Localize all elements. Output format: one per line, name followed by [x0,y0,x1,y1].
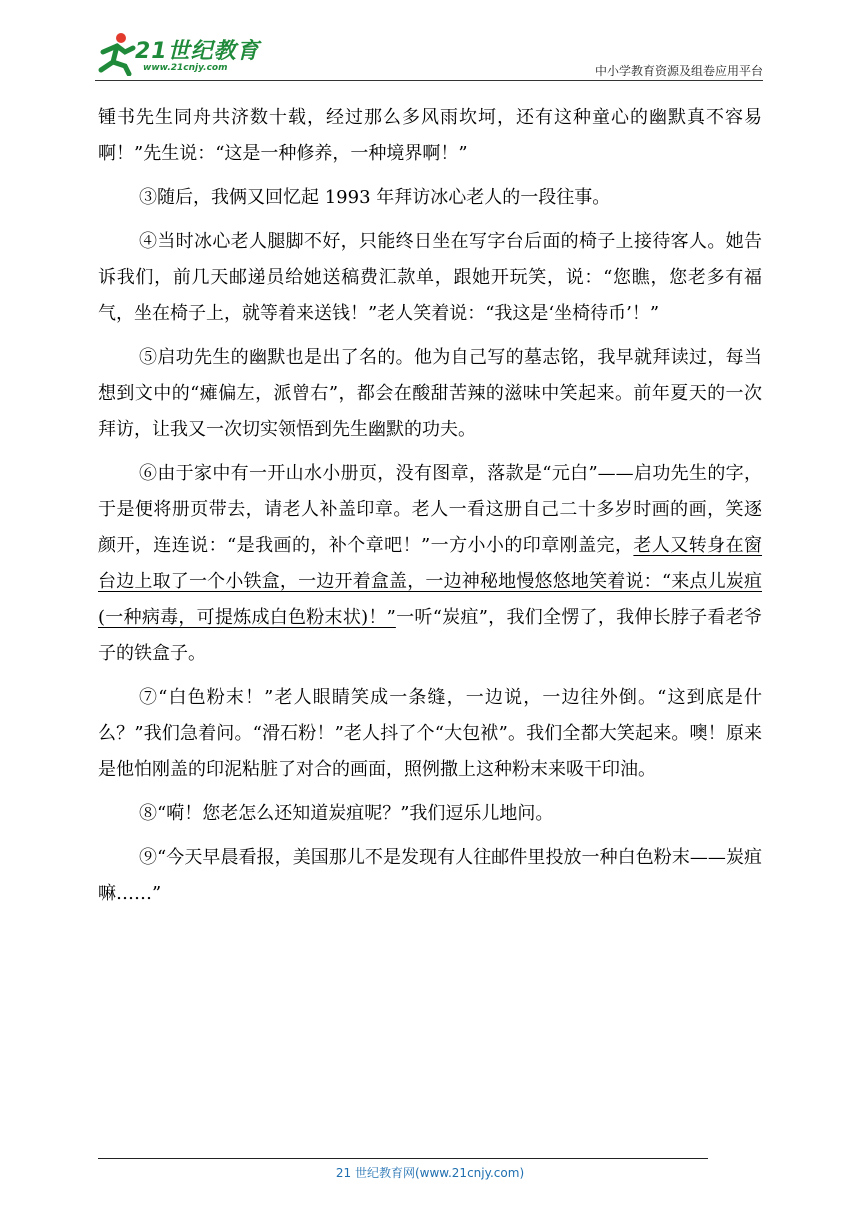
paragraph-8: ⑧“嗬！您老怎么还知道炭疽呢？”我们逗乐儿地问。 [139,803,554,824]
footer-link[interactable]: 21 世纪教育网(www.21cnjy.com) [335,1166,525,1180]
underlined-sentence: 老人又转身在窗台边上取了一个小铁盒，一边开着盒盖，一边神秘地慢悠悠地笑着说：“来点儿炭疽(一种病毒，可提炼成白色粉末状)！” [98,535,763,628]
paragraph-9: ⑨“今天早晨看报，美国那儿不是发现有人往邮件里投放一种白色粉末——炭疽嘛……” [98,847,762,904]
paragraph-5: ⑤启功先生的幽默也是出了名的。他为自己写的墓志铭，我早就拜读过，每当想到文中的“瘫偏左，派曾右”，都会在酸甜苦辣的滋味中笑起来。前年夏天的一次拜访，让我又一次切实领悟到先生幽默的功夫。 [98,347,762,440]
paragraph-6-pre: ⑥由于家中有一开山水小册页，没有图章，落款是“元白”——启功先生的字，于是便将册页带去，请老人补盖印章。老人一看这册自己二十多岁时画的画，笑逐颜开，连连说：“是我画的，补个章吧！”一方小小的印章刚盖完， [98,463,762,556]
runner-logo-icon [95,30,139,76]
paragraph-6 [98,456,762,672]
paragraph-7: ⑦“白色粉末！”老人眼睛笑成一条缝，一边说，一边往外倒。“这到底是什么？”我们急着问。“滑石粉！”老人抖了个“大包袱”。我们全都大笑起来。噢！原来是他怕刚盖的印泥粘脏了对合的画面，照例撒上这种粉末来吸干印油。 [98,687,762,780]
platform-title: 中小学教育资源及组卷应用平台 [594,64,763,78]
logo-url: www.21cnjy.com [143,63,228,73]
page-header [95,30,763,80]
paragraph-3: ③随后，我俩又回忆起 1993 年拜访冰心老人的一段往事。 [139,187,611,208]
paragraph-6-post: 一听“炭疽”，我们全愣了，我伸长脖子看老爷子的铁盒子。 [98,607,762,664]
paragraph-4: ④当时冰心老人腿脚不好，只能终日坐在写字台后面的椅子上接待客人。她告诉我们，前几天邮递员给她送稿费汇款单，跟她开玩笑，说：“您瞧，您老多有福气，坐在椅子上，就等着来送钱！”老人笑着说：“我这是‘坐椅待币’！” [98,231,762,324]
footer-divider [98,1158,708,1159]
logo-text: 21世纪教育 [135,39,260,64]
header-divider [95,80,763,81]
paragraph-continued: 锺书先生同舟共济数十载，经过那么多风雨坎坷，还有这种童心的幽默真不容易啊！”先生说：“这是一种修养，一种境界啊！” [98,107,762,164]
site-logo [95,30,265,76]
article-body [98,100,762,912]
